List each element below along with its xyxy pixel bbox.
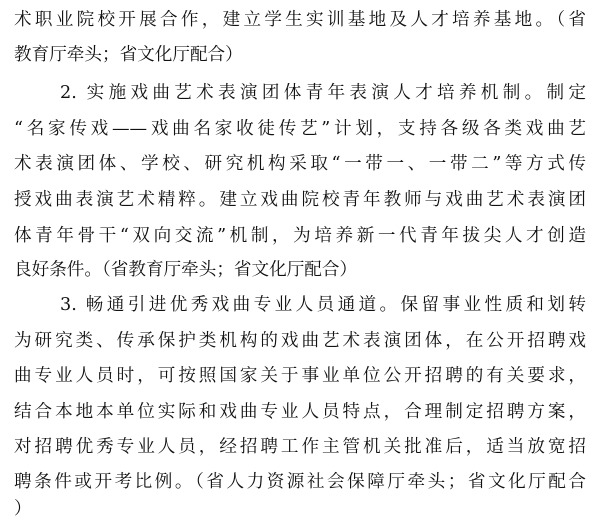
text-line-2: 教育厅牵头；省文化厅配合） — [14, 45, 243, 65]
text-line-10: 为研究类、传承保护类机构的戏曲艺术表演团体，在公开招聘戏 — [14, 331, 586, 351]
text-line-3: 2. 实施戏曲艺术表演团体青年表演人才培养机制。制定 — [60, 83, 586, 103]
text-line-1: 术职业院校开展合作，建立学生实训基地及人才培养基地。（省 — [14, 10, 586, 30]
text-line-5: 术表演团体、学校、研究机构采取“一带一、一带二”等方式传 — [14, 154, 586, 174]
text-line-6: 授戏曲表演艺术精粹。建立戏曲院校青年教师与戏曲艺术表演团 — [14, 190, 586, 210]
text-line-15: ） — [14, 499, 32, 516]
text-line-9: 3. 畅通引进优秀戏曲专业人员通道。保留事业性质和划转 — [60, 295, 586, 315]
text-line-13: 对招聘优秀专业人员，经招聘工作主管机关批准后，适当放宽招 — [14, 437, 586, 457]
text-line-14: 聘条件或开考比例。（省人力资源社会保障厅牵头；省文化厅配合 — [14, 472, 586, 492]
text-line-11: 曲专业人员时，可按照国家关于事业单位公开招聘的有关要求， — [14, 366, 586, 386]
text-line-12: 结合本地本单位实际和戏曲专业人员特点，合理制定招聘方案， — [14, 402, 586, 422]
text-line-4: “名家传戏——戏曲名家收徒传艺”计划，支持各级各类戏曲艺 — [14, 119, 586, 139]
text-line-7: 体青年骨干“双向交流”机制，为培养新一代青年拔尖人才创造 — [14, 226, 586, 246]
text-line-8: 良好条件。（省教育厅牵头；省文化厅配合） — [14, 260, 358, 280]
